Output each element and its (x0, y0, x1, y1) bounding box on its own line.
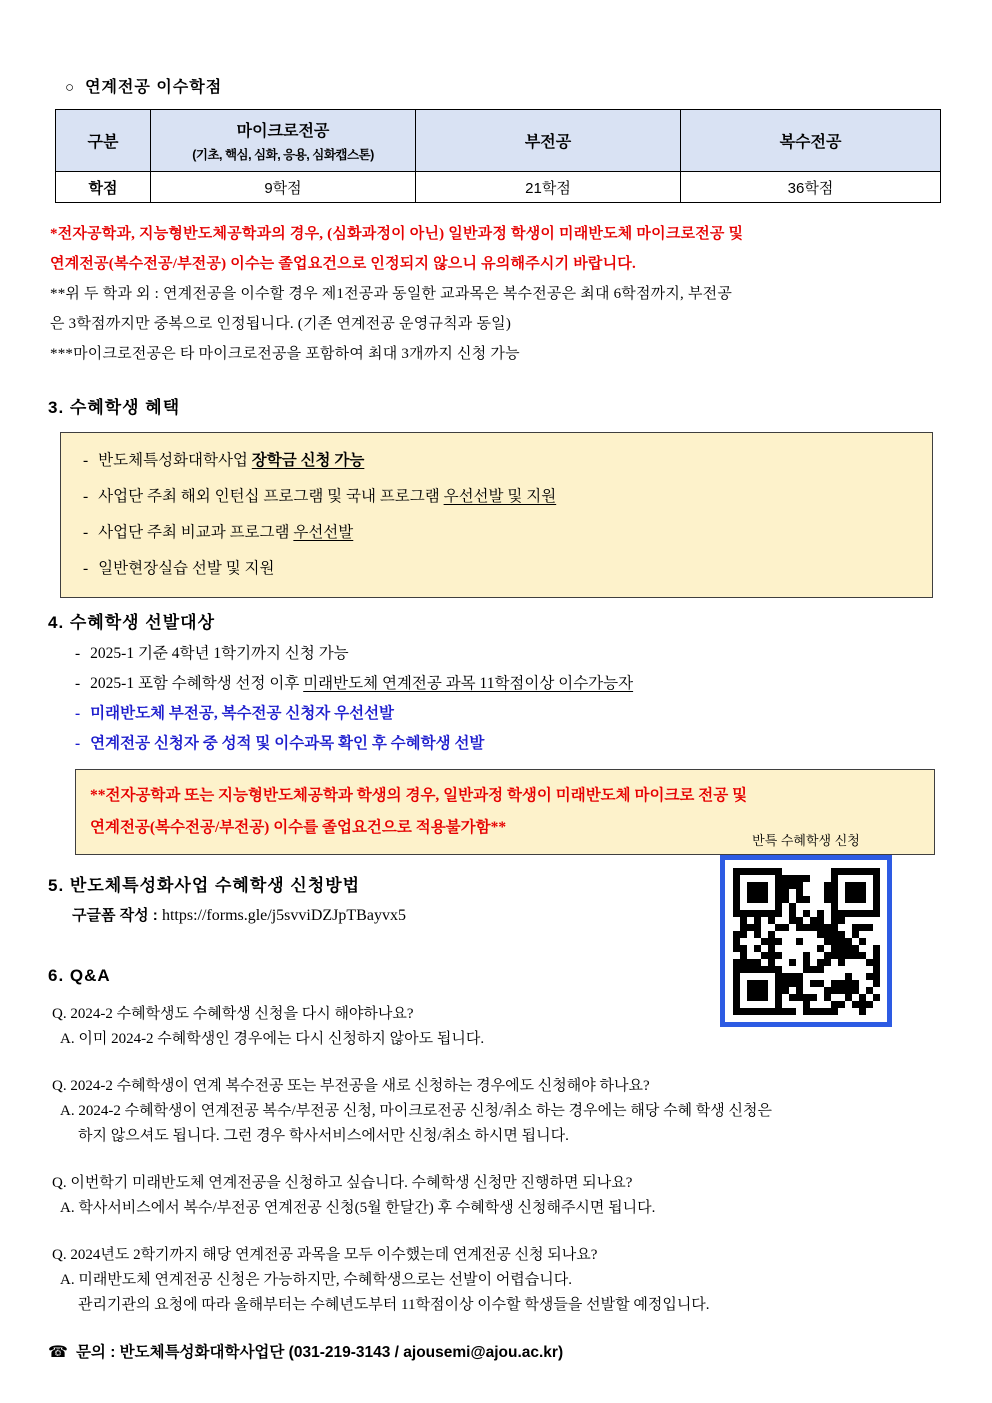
selection-underlined-text: 미래반도체 연계전공 과목 11학점이상 이수가능자 (303, 675, 634, 692)
apply-heading: 5. 반도체특성화사업 수혜학생 신청방법 (48, 876, 361, 895)
qa-group (48, 1074, 948, 1149)
contact-line (48, 1340, 948, 1362)
dash-bullet: - (75, 645, 81, 662)
selection-item-blue (75, 699, 948, 729)
credits-table (55, 109, 941, 203)
header-micro-major (151, 110, 416, 172)
selection-item (75, 639, 948, 669)
qa-answer: A. 2024-2 수혜학생이 연계전공 복수/부전공 신청, 마이크로전공 신청/취소 하는 경우에는 해당 수혜 학생 신청은 (60, 1103, 773, 1119)
google-form-label: 구글폼 작성 : (72, 907, 162, 924)
credits-notes (50, 219, 948, 369)
selection-item (75, 669, 948, 699)
qa-answer-continued: 관리기관의 요청에 따라 올해부터는 수혜년도부터 11학점이상 이수할 학생들을 선발할 예정입니다. (78, 1297, 710, 1313)
qa-list (48, 1002, 948, 1318)
selection-text: 연계전공 신청자 중 성적 및 이수과목 확인 후 수혜학생 선발 (90, 735, 485, 752)
qr-caption: 반특 수혜학생 신청 (752, 833, 860, 848)
qa-answer-continued: 하지 않으셔도 됩니다. 그런 경우 학사서비스에서만 신청/취소 하시면 됩니다. (78, 1128, 569, 1144)
qa-answer: A. 이미 2024-2 수혜학생인 경우에는 다시 신청하지 않아도 됩니다. (60, 1031, 485, 1047)
header-double-major: 복수전공 (681, 110, 941, 172)
contact-text: 문의 : 반도체특성화대학사업단 (031-219-3143 / ajousemi@ajou.ac.kr) (75, 1344, 564, 1361)
note-red-line-2: 연계전공(복수전공/부전공) 이수는 졸업요건으로 인정되지 않으니 유의해주시기 바랍니다. (50, 256, 636, 272)
qa-question: Q. 2024년도 2학기까지 해당 연계전공 과목을 모두 이수했는데 연계전공 신청 되나요? (52, 1247, 598, 1263)
header-minor-major: 부전공 (416, 110, 681, 172)
qa-question: Q. 이번학기 미래반도체 연계전공을 신청하고 싶습니다. 수혜학생 신청만 진행하면 되나요? (52, 1175, 633, 1191)
dash-bullet: - (75, 675, 81, 692)
selection-text: 2025-1 기준 4학년 1학기까지 신청 가능 (90, 645, 349, 662)
cell-minor-credits: 21학점 (416, 172, 681, 203)
qr-code-image (733, 868, 880, 1015)
qa-answer: A. 학사서비스에서 복수/부전공 연계전공 신청(5월 한달간) 후 수혜학생 신청해주시면 됩니다. (60, 1200, 656, 1216)
benefit-item (83, 485, 922, 509)
benefit-text: 일반현장실습 선발 및 지원 (98, 560, 275, 577)
benefits-heading: 3. 수혜학생 혜택 (48, 398, 181, 417)
dash-bullet: - (75, 735, 81, 752)
header-category: 구분 (56, 110, 151, 172)
benefit-item (83, 557, 922, 581)
qa-answer: A. 미래반도체 연계전공 신청은 가능하지만, 수혜학생으로는 선발이 어렵습니다. (60, 1272, 573, 1288)
qa-group (48, 1243, 948, 1318)
qa-group (48, 1171, 948, 1221)
cell-row-label: 학점 (56, 172, 151, 203)
telephone-icon: ☎ (48, 1344, 68, 1361)
benefit-emphasis: 우선선발 및 지원 (443, 488, 557, 505)
note-2-line-1: **위 두 학과 외 : 연계전공을 이수할 경우 제1전공과 동일한 교과목은 복수전공은 최대 6학점까지, 부전공 (50, 286, 733, 302)
dash-bullet: - (83, 524, 89, 541)
benefit-emphasis: 우선선발 (293, 524, 354, 541)
benefit-emphasis: 장학금 신청 가능 (251, 452, 365, 469)
note-red-line-1: *전자공학과, 지능형반도체공학과의 경우, (심화과정이 아닌) 일반과정 학생이 미래반도체 마이크로전공 및 (50, 226, 744, 242)
benefit-text: 사업단 주최 비교과 프로그램 (98, 524, 294, 541)
benefit-text: 사업단 주최 해외 인턴십 프로그램 및 국내 프로그램 (98, 488, 444, 505)
cell-double-credits: 36학점 (681, 172, 941, 203)
dash-bullet: - (83, 488, 89, 505)
qa-question: Q. 2024-2 수혜학생도 수혜학생 신청을 다시 해야하나요? (52, 1006, 414, 1022)
selection-text: 2025-1 포함 수혜학생 선정 이후 (90, 675, 304, 692)
benefits-box (60, 432, 933, 598)
google-form-url: https://forms.gle/j5svviDZJpTBayvx5 (161, 907, 406, 924)
selection-text: 미래반도체 부전공, 복수전공 신청자 우선선발 (90, 705, 395, 722)
credits-table-header-row (56, 110, 941, 172)
warning-line-1: **전자공학과 또는 지능형반도체공학과 학생의 경우, 일반과정 학생이 미래반도체 마이크로 전공 및 (90, 787, 748, 804)
warning-line-2: 연계전공(복수전공/부전공) 이수를 졸업요건으로 적용불가함** (90, 819, 507, 836)
credits-title-text: 연계전공 이수학점 (85, 79, 223, 96)
cell-micro-credits: 9학점 (151, 172, 416, 203)
circle-bullet-icon: ○ (65, 79, 76, 96)
credits-table-data-row (56, 172, 941, 203)
selection-item-blue (75, 729, 948, 759)
dash-bullet: - (75, 705, 81, 722)
selection-list (75, 639, 948, 759)
qa-heading: 6. Q&A (48, 966, 111, 985)
qr-block (717, 830, 895, 1027)
note-2-line-2: 은 3학점까지만 중복으로 인정됩니다. (기존 연계전공 운영규칙과 동일) (50, 316, 512, 332)
selection-heading: 4. 수혜학생 선발대상 (48, 613, 215, 632)
header-micro-major-text: 마이크로전공 (236, 123, 330, 140)
note-3: ***마이크로전공은 타 마이크로전공을 포함하여 최대 3개까지 신청 가능 (50, 346, 520, 362)
benefit-text: 반도체특성화대학사업 (98, 452, 252, 469)
benefit-item (83, 449, 922, 473)
benefit-item (83, 521, 922, 545)
qa-question: Q. 2024-2 수혜학생이 연계 복수전공 또는 부전공을 새로 신청하는 경우에도 신청해야 하나요? (52, 1078, 650, 1094)
dash-bullet: - (83, 452, 89, 469)
credits-section-title (65, 74, 948, 97)
dash-bullet: - (83, 560, 89, 577)
header-micro-major-sub: (기초, 핵심, 심화, 응용, 심화캡스톤) (192, 148, 374, 162)
qr-code-frame (720, 855, 892, 1027)
